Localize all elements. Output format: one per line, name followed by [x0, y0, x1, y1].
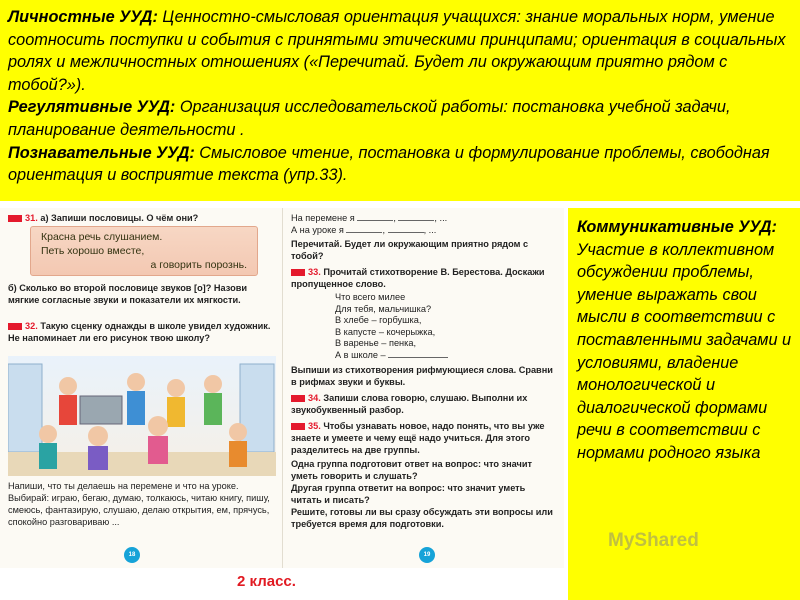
cognitive-uud-text: Смысловое чтение, постановка и формулирование проблемы, свободная ориентация и восприятие текста (упр.33).	[8, 143, 770, 185]
reread-prompt: Перечитай. Будет ли окружающим приятно рядом с тобой?	[291, 239, 529, 261]
exercise-31-part-b: б) Сколько во второй пословице звуков [о]? Назови мягкие согласные звуки и показатели их мягкости.	[8, 283, 248, 305]
page-number-badge: 18	[124, 547, 140, 563]
exercise-32-task: Такую сценку однажды в школе увидел художник. Не напоминает ли его рисунок твою школу?	[8, 321, 271, 343]
exercise-33-task: Прочитай стихотворение В. Берестова. Доскажи пропущенное слово.	[291, 267, 545, 289]
exercise-32-heading	[8, 320, 274, 344]
communicative-uud-text: Участие в коллективном обсуждении проблемы, умение выражать свои мысли в соответствии с поставленными задачами и условиями, владение монологической и диалогической формами речи в соответствии с нормами родного языка	[577, 240, 792, 462]
exercise-marker-icon	[291, 269, 305, 276]
proverb-line-1: Красна речь слушанием.	[41, 231, 163, 243]
poem-line: Для тебя, мальчишка?	[335, 303, 432, 314]
exercise-31-heading	[8, 212, 274, 224]
proverb-box	[30, 226, 258, 276]
exercise-34-number: 34.	[308, 393, 321, 403]
exercise-33-number: 33.	[308, 267, 321, 277]
cognitive-uud-label: Познавательные УУД:	[8, 143, 195, 162]
exercise-32-number: 32.	[25, 321, 38, 331]
regulatory-uud-label: Регулятивные УУД:	[8, 98, 176, 117]
exercise-marker-icon	[291, 395, 305, 402]
exercise-35-para-2: Другая группа ответит на вопрос: что значит уметь читать и писать?	[291, 483, 526, 505]
poem-block	[335, 292, 564, 361]
proverb-line-3: а говорить порознь.	[150, 259, 247, 271]
exercise-35-task: Чтобы узнавать новое, надо понять, что вы уже знаете и умеете и чему ещё надо учиться. Для этого разделитесь на две группы.	[291, 421, 545, 455]
exercise-34-task: Запиши слова говорю, слушаю. Выполни их звукобуквенный разбор.	[291, 393, 528, 415]
fill-in-lines: На перемене я , , ... А на уроке я , , ...	[291, 213, 448, 235]
exercise-32-text: Напиши, что ты делаешь на перемене и что на уроке. Выбирай: играю, бегаю, думаю, толкаюсь, читаю книгу, пишу, смеюсь, фантазирую, слушаю, делаю открытия, ем, прячусь, спокойно разговариваю ...	[8, 481, 270, 527]
exercise-34-heading	[291, 392, 557, 416]
personal-uud-text: Ценностно-смысловая ориентация учащихся: знание моральных норм, умение соотносить поступки и события с принятыми этическими принципами; ориентация в социальных ролях и межличностных отношениях («Перечитай. Будет ли окружающим приятно рядом с тобой?»).	[8, 8, 786, 94]
children-drawing-icon	[8, 356, 276, 476]
poem-line: В капусте – кочерыжка,	[335, 326, 436, 337]
proverb-line-2: Петь хорошо вместе,	[41, 245, 145, 257]
exercise-35-number: 35.	[308, 421, 321, 431]
exercise-marker-icon	[8, 323, 22, 330]
exercise-marker-icon	[291, 423, 305, 430]
exercise-31-task: а) Запиши пословицы. О чём они?	[37, 213, 199, 223]
page-number-badge: 19	[419, 547, 435, 563]
personal-uud-label: Личностные УУД:	[8, 8, 158, 26]
poem-line: А в школе –	[335, 349, 386, 360]
exercise-marker-icon	[8, 215, 22, 222]
fill-line-break: На перемене я	[291, 213, 355, 223]
top-uud-panel	[0, 0, 800, 201]
school-corridor-illustration	[8, 356, 276, 476]
grade-caption: 2 класс.	[237, 573, 296, 590]
textbook-page-left	[0, 208, 282, 568]
exercise-33-text: Выпиши из стихотворения рифмующиеся слова. Сравни в рифмах звуки и буквы.	[291, 365, 553, 387]
exercise-35-para-3: Решите, готовы ли вы сразу обсуждать эти вопросы или требуется время для подготовки.	[291, 507, 553, 529]
communicative-uud-label: Коммуникативные УУД:	[577, 218, 777, 236]
textbook-spread	[0, 208, 564, 568]
textbook-page-right	[282, 208, 564, 568]
poem-line: В хлебе – горбушка,	[335, 315, 422, 325]
exercise-35-paragraphs	[291, 458, 557, 530]
exercise-35-heading	[291, 420, 557, 456]
fill-line-lesson: А на уроке я	[291, 225, 344, 235]
exercise-31-number: 31.	[25, 213, 38, 223]
exercise-33-heading	[291, 266, 557, 290]
regulatory-uud-text: Организация исследовательской работы: постановка учебной задачи, планирование деятельности .	[8, 98, 731, 139]
watermark-logo: MyShared	[608, 530, 699, 551]
poem-line: В варенье – пенка,	[335, 338, 417, 348]
poem-line: Что всего милее	[335, 292, 406, 302]
exercise-35-para-1: Одна группа подготовит ответ на вопрос: что значит уметь говорить и слушать?	[291, 459, 532, 481]
